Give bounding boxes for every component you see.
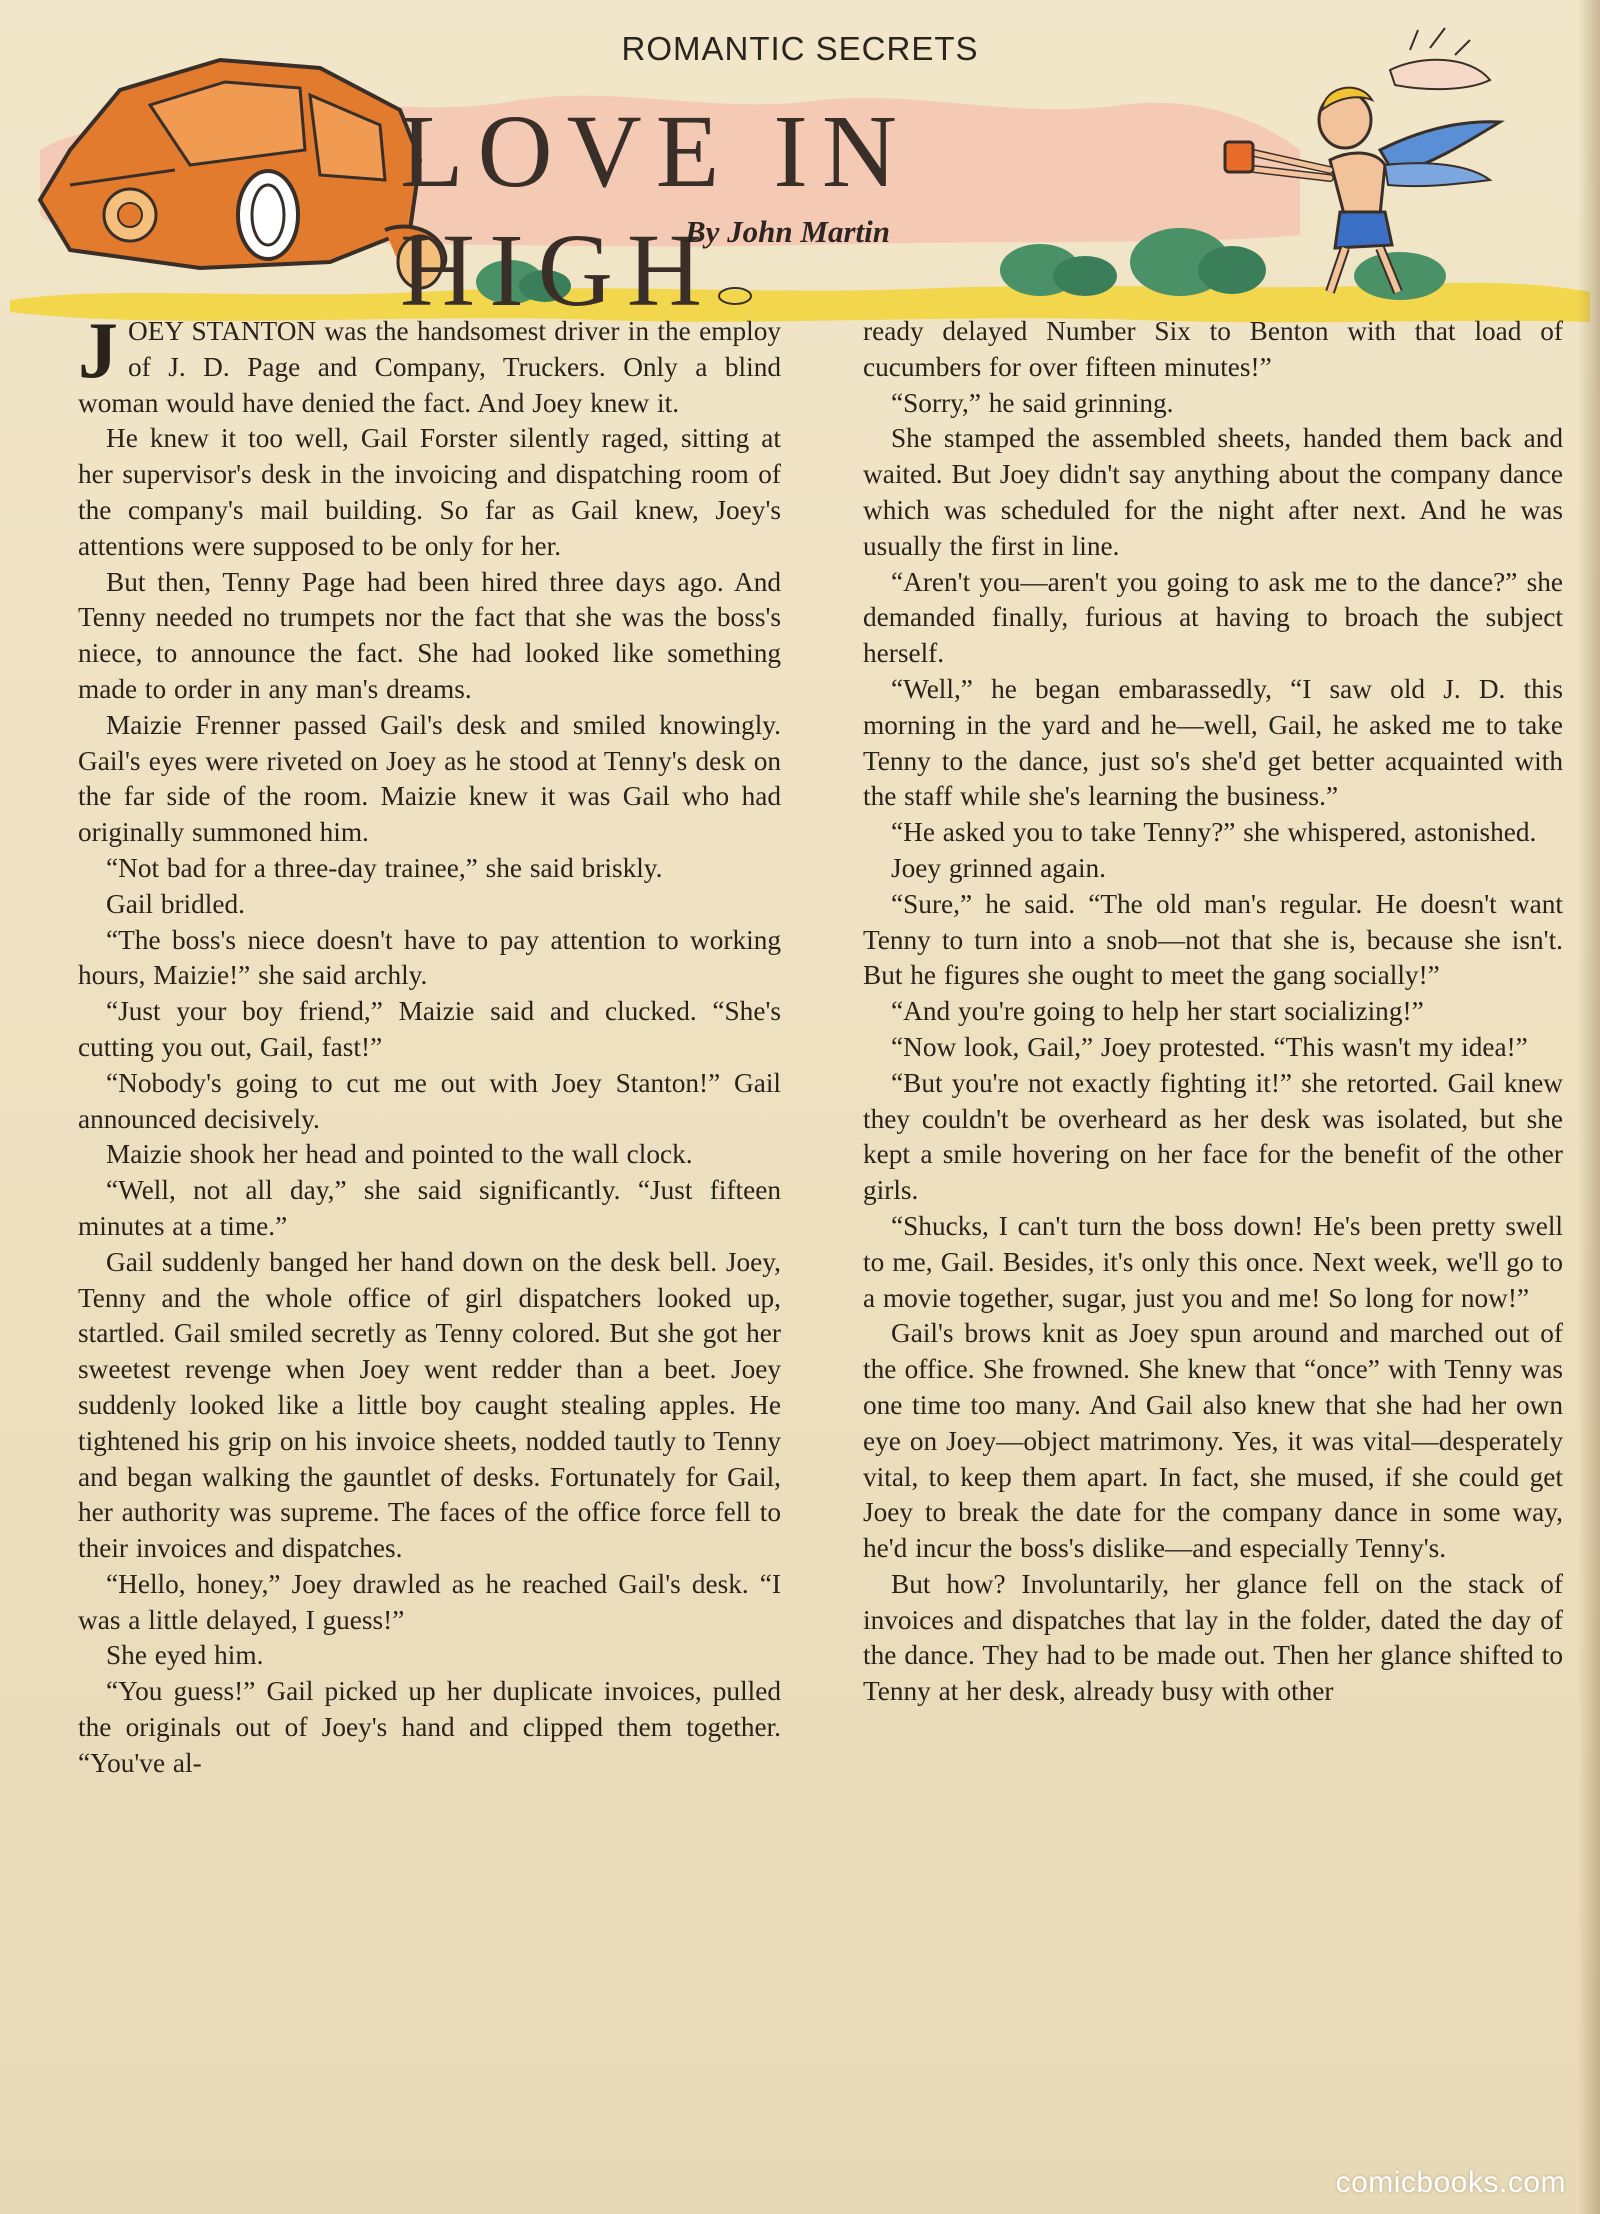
paragraph: “Hello, honey,” Joey drawled as he reached Gail's desk. “I was a little delayed, I guess!” [78,1568,781,1635]
paragraph: “Sorry,” he said grinning. [891,387,1174,418]
paragraph: But then, Tenny Page had been hired three days ago. And Tenny needed no trumpets nor the fact that she was the boss's niece, to announce the fact. She had looked like something made to order in any man's dreams. [78,566,781,704]
paragraph: Gail's brows knit as Joey spun around and marched out of the office. She frowned. She knew that “once” with Tenny was one time too many. And Gail also knew that she had her own eye on Joey—object matrimony. Yes, it was vital—desperately vital, to keep them apart. In fact, she mused, if she could get Joey to break the date for the company dance in some way, he'd incur the boss's dislike—and especially Tenny's. [863,1318,1563,1564]
paragraph-continued: ready delayed Number Six to Benton with that load of cucumbers for over fifteen minutes!” [863,316,1563,382]
page-spine-shadow [1578,0,1600,2214]
paragraph: “Just your boy friend,” Maizie said and clucked. “She's cutting you out, Gail, fast!” [78,996,781,1062]
paragraph: “Aren't you—aren't you going to ask me to the dance?” she demanded finally, furious at having to broach the subject herself. [863,566,1563,669]
paragraph: “Shucks, I can't turn the boss down! He's been pretty swell to me, Gail. Besides, it's only this once. Next week, we'll go to a movie together, sugar, just you and me! So long for now!” [863,1210,1563,1313]
paragraph: She eyed him. [106,1640,264,1671]
paragraph: He knew it too well, Gail Forster silently raged, sitting at her supervisor's desk in the invoicing and dispatching room of the company's mail building. So far as Gail knew, Joey's attentions were supposed to be only for her. [78,423,781,561]
paragraph: “You guess!” Gail picked up her duplicate invoices, pulled the originals out of Joey's hand and clipped them together. “You've al- [78,1676,781,1778]
paragraph: “Nobody's going to cut me out with Joey Stanton!” Gail announced decisively. [78,1067,781,1134]
paragraph: “Well,” he began embarassedly, “I saw old J. D. this morning in the yard and he—well, Gail, he asked me to take Tenny to the dance, just so's she'd get better acquainted with the staff while she's learning the business.” [863,673,1563,812]
paragraph: Gail suddenly banged her hand down on the desk bell. Joey, Tenny and the whole office of girl dispatchers looked up, startled. Gail smiled secretly as Tenny colored. But she got her sweetest revenge when Joey went redder than a beet. Joey suddenly looked like a little boy caught stealing apples. He tightened his grip on his invoice sheets, nodded tautly to Tenny and began walking the gauntlet of desks. Fortunately for Gail, her authority was supreme. The faces of the office force fell to their invoices and dispatches. [78,1246,781,1564]
paragraph: “Sure,” he said. “The old man's regular. He doesn't want Tenny to turn into a snob—not that she is, because she isn't. But he figures she ought to meet the gang socially!” [863,888,1563,991]
text-column-right [863,314,1563,1710]
paragraph: “But you're not exactly fighting it!” she retorted. Gail knew they couldn't be overheard as her desk was isolated, but she kept a smile hovering on her face for the benefit of the other girls. [863,1067,1563,1206]
paragraph: But how? Involuntarily, her glance fell on the stack of invoices and dispatches that lay in the folder, dated the day of the dance. They had to be made out. Then her glance shifted to Tenny at her desk, already busy with other [863,1568,1563,1707]
watermark: comicbooks.com [1335,2166,1566,2199]
paragraph: Joey grinned again. [891,852,1107,883]
text-column-left [78,307,781,1782]
paragraph: Gail bridled. [106,888,245,919]
paragraph: “Well, not all day,” she said significantly. “Just fifteen minutes at a time.” [78,1175,781,1241]
paragraph: “The boss's niece doesn't have to pay attention to working hours, Maizie!” she said archly. [78,924,781,991]
magazine-name: ROMANTIC SECRETS [621,30,979,67]
story-title: LOVE IN HIGH [400,94,912,328]
paragraph: Maizie Frenner passed Gail's desk and smiled knowingly. Gail's eyes were riveted on Joey as he stood at Tenny's desk on the far side of the room. Maizie knew it was Gail who had originally summoned him. [78,709,781,848]
paragraph: “Not bad for a three-day trainee,” she said briskly. [106,852,663,883]
paragraph: “Now look, Gail,” Joey protested. “This wasn't my idea!” [891,1031,1528,1062]
paragraph: JOEY STANTON was the handsomest driver in the employ of J. D. Page and Company, Truckers. Only a blind woman would have denied the fact. And Joey knew it. [78,307,781,418]
drop-cap: J [78,307,118,395]
paragraph: Maizie shook her head and pointed to the wall clock. [106,1139,693,1170]
paragraph: She stamped the assembled sheets, handed them back and waited. But Joey didn't say anything about the company dance which was scheduled for the night after next. And he was usually the first in line. [863,423,1563,561]
bush [1354,252,1446,300]
paragraph: “And you're going to help her start socializing!” [891,996,1424,1027]
truck-illustration [40,60,445,288]
paragraph: “He asked you to take Tenny?” she whispered, astonished. [891,817,1537,848]
story-byline: By John Martin [685,214,891,249]
